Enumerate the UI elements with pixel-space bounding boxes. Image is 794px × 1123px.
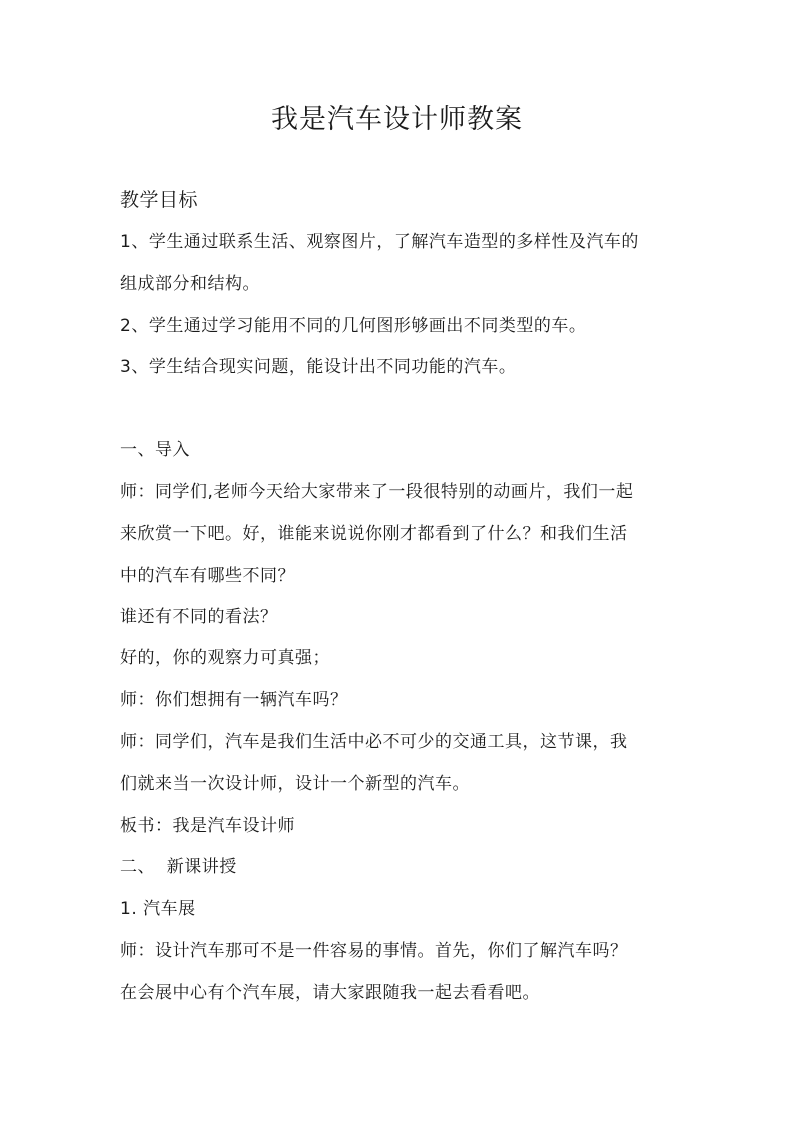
paragraph-line: 组成部分和结构。 [120,274,260,294]
section-heading-new-lesson: 二、 新课讲授 [120,857,237,877]
document-title: 我是汽车设计师教案 [271,104,523,135]
paragraph-line: 3、学生结合现实问题，能设计出不同功能的汽车。 [120,357,517,377]
paragraph-line: 们就来当一次设计师，设计一个新型的汽车。 [120,774,470,794]
paragraph-line: 来欣赏一下吧。好，谁能来说说你刚才都看到了什么？和我们生活 [120,524,628,544]
paragraph-line: 板书：我是汽车设计师 [120,816,295,836]
paragraph-line: 中的汽车有哪些不同？ [120,566,295,586]
paragraph-line: 1、学生通过联系生活、观察图片，了解汽车造型的多样性及汽车的 [120,232,639,252]
section-heading-intro: 一、导入 [120,440,190,460]
paragraph-line: 师：你们想拥有一辆汽车吗？ [120,690,348,710]
paragraph-line: 师：设计汽车那可不是一件容易的事情。首先，你们了解汽车吗？ [120,941,628,961]
paragraph-line: 师：同学们,老师今天给大家带来了一段很特别的动画片，我们一起 [120,482,634,502]
paragraph-line: 谁还有不同的看法？ [120,607,278,627]
section-heading-objectives: 教学目标 [120,189,199,211]
subsection-heading: 1. 汽车展 [120,899,196,919]
paragraph-line: 2、学生通过学习能用不同的几何图形够画出不同类型的车。 [120,316,587,336]
paragraph-line: 师：同学们，汽车是我们生活中必不可少的交通工具，这节课，我 [120,732,628,752]
paragraph-line: 好的，你的观察力可真强； [120,648,330,668]
paragraph-line: 在会展中心有个汽车展，请大家跟随我一起去看看吧。 [120,983,540,1003]
